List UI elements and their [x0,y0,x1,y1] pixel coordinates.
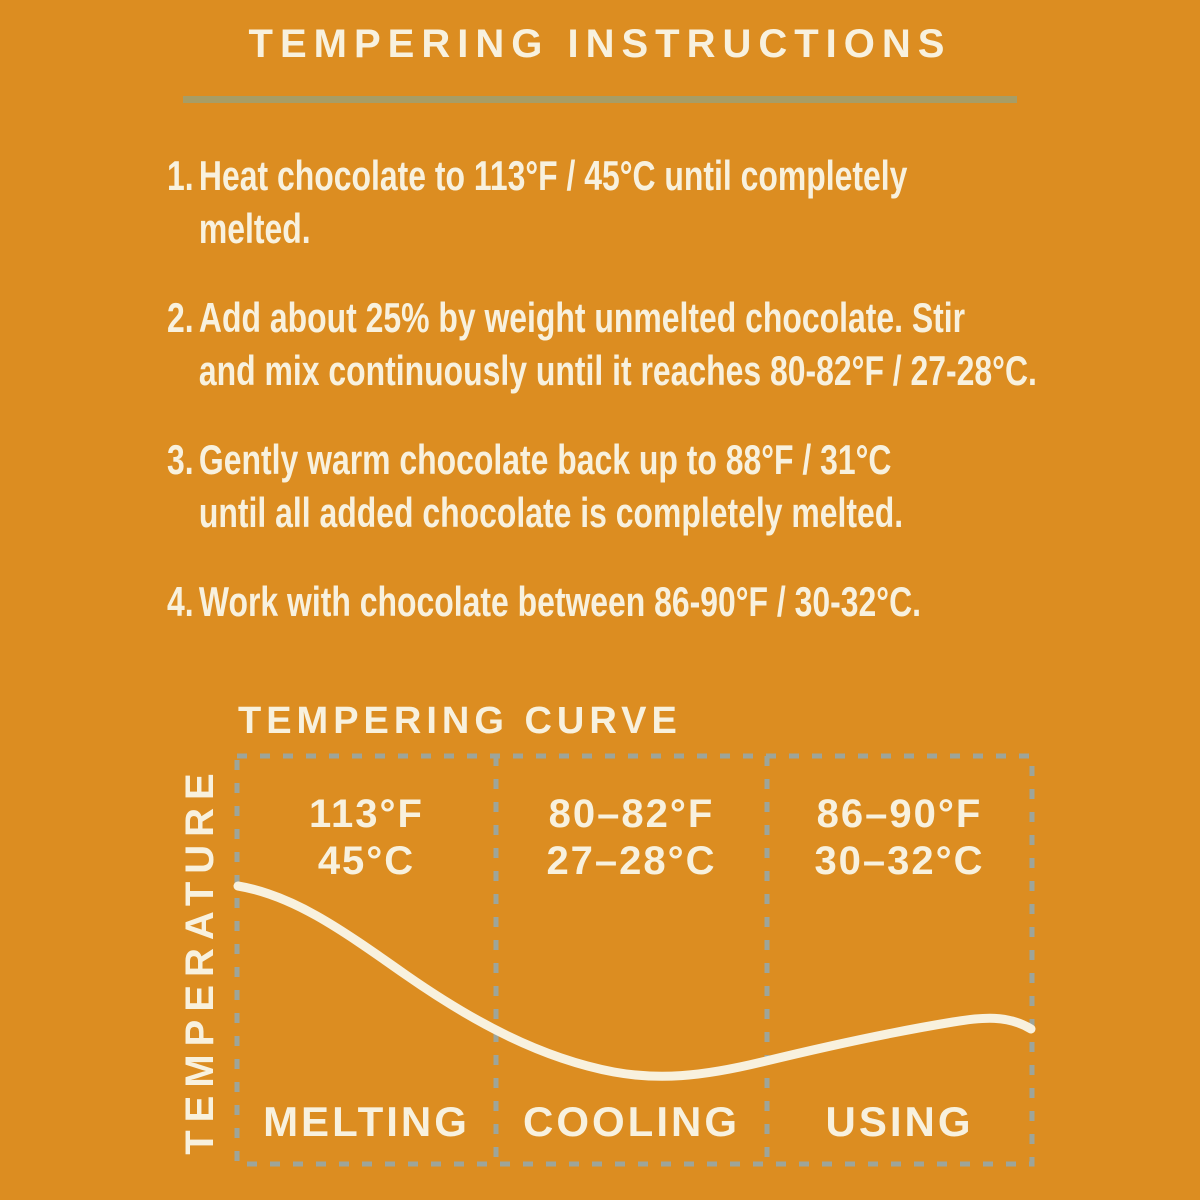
step-number: 1. [167,152,194,199]
chart-title: TEMPERING CURVE [238,700,682,742]
step-number: 4. [167,578,194,625]
temp-fahrenheit: 86–90°F [816,792,983,836]
temperature-curve [238,886,1031,1076]
step-text-line: melted. [198,205,311,252]
phase-label-cooling: COOLING [523,1098,740,1145]
y-axis-label: TEMPERATURE [178,765,222,1155]
step-text-line: Heat chocolate to 113°F / 45°C until completely [198,152,908,199]
phase-temps-cooling [496,791,767,885]
phase-temps-using [767,791,1032,885]
page-title: TEMPERING INSTRUCTIONS [248,22,952,66]
temp-fahrenheit: 80–82°F [548,792,715,836]
step-number: 2. [167,294,194,341]
temp-celsius: 45°C [317,839,416,883]
phase-temps-melting [237,791,496,885]
phase-label-melting: MELTING [263,1098,470,1145]
step-text-line: and mix continuously until it reaches 80-82°F / 27-28°C. [198,347,1037,394]
temp-celsius: 30–32°C [814,839,985,883]
step-text-line: Add about 25% by weight unmelted chocolate. Stir [198,294,966,341]
step-number: 3. [167,436,194,483]
step-text-line: Gently warm chocolate back up to 88°F / 31°C [198,436,892,483]
temp-fahrenheit: 113°F [309,792,424,836]
temp-celsius: 27–28°C [546,839,717,883]
phase-label-using: USING [825,1098,974,1145]
step-text-line: Work with chocolate between 86-90°F / 30-32°C. [198,578,921,625]
step-text-line: until all added chocolate is completely melted. [198,489,904,536]
